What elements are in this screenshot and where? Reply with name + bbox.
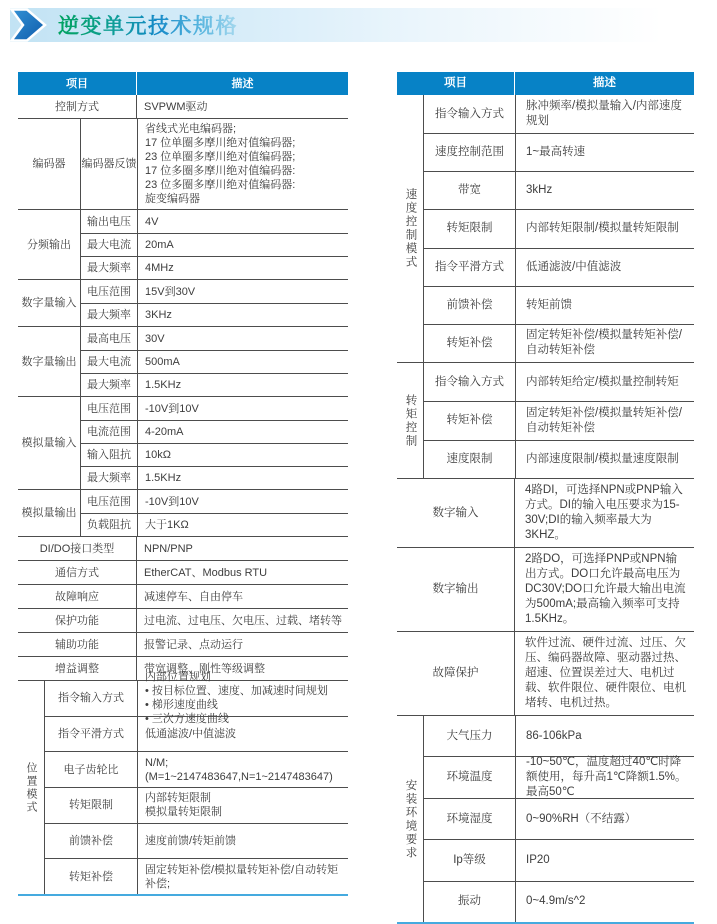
row-description [137, 859, 348, 894]
description-line: 大于1KΩ [145, 519, 189, 531]
section-rows [18, 585, 348, 608]
row-label: 振动 [458, 895, 481, 908]
table-row [81, 256, 348, 279]
table-row [81, 233, 348, 256]
row-label: 前馈补偿 [446, 298, 493, 311]
description-line: 1.5KHz [145, 472, 182, 484]
table-row [424, 716, 694, 756]
description-line: 自动转矩补偿 [526, 344, 595, 357]
description-line: 4路DI，可选择NPN或PNP输入方式。DI的输入电压要求为15-30V;DI的输入频率最大为3KHZ。 [525, 484, 683, 541]
table-row [81, 443, 348, 466]
row-label: 输入阻抗 [87, 449, 131, 461]
description-line: 速度前馈/转矩前馈 [145, 835, 237, 848]
row-label: 环境温度 [446, 771, 493, 784]
row-label: 数字输入 [432, 506, 479, 519]
row-label: 数字输出 [432, 583, 479, 595]
row-label: 控制方式 [55, 100, 99, 113]
group-label [397, 363, 423, 478]
row-description [515, 363, 694, 401]
group-label [18, 210, 80, 279]
row-description [137, 280, 348, 303]
row-description [515, 882, 694, 922]
row-description [515, 716, 694, 756]
description-line: 17 位单圈多摩川绝对值编码器; [145, 137, 296, 149]
row-description [137, 671, 348, 726]
row-label: 速度控制范围 [435, 146, 504, 159]
row-label: 电子齿轮比 [63, 763, 119, 776]
table-row [45, 858, 348, 894]
row-label: 通信方式 [55, 566, 99, 579]
description-line: 内部转矩给定/模拟量控制转矩 [526, 375, 679, 388]
row-label: 编码器反馈 [81, 158, 137, 170]
table-row [81, 397, 348, 420]
section-rows [18, 561, 348, 584]
table-row [45, 671, 348, 726]
description-line: 4MHz [145, 262, 174, 274]
group-label [18, 327, 80, 396]
group-label [18, 397, 80, 489]
row-label: 转矩限制 [446, 222, 493, 235]
section-rows [44, 671, 348, 894]
row-label: 指令输入方式 [58, 692, 124, 705]
spec-tables [18, 72, 717, 924]
row-label: 增益调整 [55, 662, 99, 675]
row-description [137, 717, 348, 752]
column-header-description: 描述 [514, 72, 694, 95]
description-line: 500mA [145, 356, 180, 368]
description-line: 86-106kPa [526, 729, 582, 742]
description-line: 1~最高转速 [526, 146, 586, 159]
description-line: 内部速度限制/模拟量速度限制 [526, 452, 679, 465]
row-description [137, 752, 348, 787]
group-label [18, 119, 80, 209]
table-row [424, 133, 694, 171]
description-line: • 按目标位置、速度、加减速时间规划 [145, 685, 328, 698]
table-section [18, 396, 348, 489]
table-section [397, 478, 694, 547]
description-line: 2路DO，可选择PNP或NPN输出方式。DO口允许最高电压为DC30V;DO口允许最大输出电流为500mA;最高输入频率可支持1.5KHz。 [525, 553, 686, 625]
row-description [137, 374, 348, 396]
row-description [515, 799, 694, 839]
table-section [18, 632, 348, 656]
row-label: 最大频率 [87, 379, 131, 391]
table-row [81, 373, 348, 396]
section-rows [18, 633, 348, 656]
table-row [18, 609, 348, 632]
row-label: 最大频率 [87, 309, 131, 321]
table-row [81, 420, 348, 443]
section-rows [80, 397, 348, 489]
row-description [514, 479, 694, 547]
table-row [18, 95, 348, 118]
column-header-item: 项目 [444, 77, 467, 89]
row-label: 转矩补偿 [446, 336, 493, 349]
row-description [515, 287, 694, 324]
table-row [81, 513, 348, 536]
row-description [515, 249, 694, 286]
row-label: 最大频率 [87, 472, 131, 484]
description-line: 1.5KHz [145, 379, 182, 391]
row-description [136, 537, 348, 560]
row-description [137, 444, 348, 466]
section-rows [18, 537, 348, 560]
description-line: 省线式光电编码器; [145, 123, 237, 135]
table-section [18, 536, 348, 560]
table-section [397, 631, 694, 715]
row-description [137, 304, 348, 326]
section-rows [18, 95, 348, 118]
table-row [397, 479, 694, 547]
row-description [515, 172, 694, 209]
description-line: 内部转矩限制 [145, 792, 211, 805]
section-rows [18, 609, 348, 632]
table-section [18, 584, 348, 608]
table-row [424, 839, 694, 880]
table-section [18, 279, 348, 326]
table-row [397, 632, 694, 715]
table-row [18, 561, 348, 584]
table-row [18, 633, 348, 656]
table-section [397, 547, 694, 631]
row-description [515, 325, 694, 362]
table-section [397, 715, 694, 922]
table-row [18, 537, 348, 560]
description-line: 固定转矩补偿/模拟量转矩补偿/ [526, 329, 682, 342]
description-line: NPN/PNP [144, 542, 193, 555]
description-line: 固定转矩补偿/模拟量转矩补偿/自动转矩补偿; [145, 863, 339, 890]
row-label: 指令输入方式 [435, 107, 504, 120]
description-line: 15V到30V [145, 285, 196, 298]
table-row [81, 466, 348, 489]
group-label-text: 位置模式 [25, 761, 37, 814]
chevron-right-icon [10, 8, 50, 42]
section-rows [423, 363, 694, 478]
group-label [18, 280, 80, 326]
group-label-text: 转矩控制 [404, 393, 417, 448]
section-rows [423, 95, 694, 362]
table-row [424, 171, 694, 209]
row-label: 指令平滑方式 [58, 728, 124, 740]
row-label: 转矩补偿 [69, 870, 113, 883]
table-section [18, 209, 348, 279]
row-label: 辅助功能 [55, 638, 99, 651]
row-description [515, 95, 694, 133]
group-label [18, 681, 44, 894]
row-description [137, 234, 348, 256]
row-label: 最高电压 [87, 332, 131, 345]
row-label: 故障响应 [55, 590, 99, 603]
row-description [137, 210, 348, 233]
group-label-text: 数字量输出 [21, 355, 77, 368]
row-description [137, 824, 348, 859]
section-rows [397, 548, 694, 631]
row-description [137, 351, 348, 373]
row-label: 最大频率 [87, 262, 131, 274]
row-description [515, 210, 694, 247]
description-line: 带宽调整、刚性等级调整 [144, 662, 265, 675]
page-title: 逆变单元技术规格 [58, 10, 238, 40]
row-label: 电压范围 [87, 285, 131, 298]
section-rows [397, 632, 694, 715]
row-description [515, 840, 694, 880]
table-row [81, 280, 348, 303]
row-description [136, 585, 348, 608]
row-label: DI/DO接口类型 [39, 542, 115, 555]
spec-table-right [397, 72, 694, 924]
table-row [424, 798, 694, 839]
description-line: 过电流、过电压、欠电压、过载、堵转等 [144, 614, 342, 627]
table-section [18, 489, 348, 536]
table-row [81, 327, 348, 350]
description-line: -10~50℃，温度超过40℃时降额使用，每升高1℃降额1.5%。最高50℃ [526, 756, 687, 799]
row-label: 速度限制 [446, 452, 493, 465]
row-label: Ip等级 [453, 853, 486, 866]
table-row [424, 363, 694, 401]
table-row [424, 324, 694, 362]
group-label-text: 模拟量输入 [21, 437, 77, 449]
table-header-row [18, 72, 348, 95]
row-label: 电流范围 [87, 426, 131, 438]
row-description [136, 561, 348, 584]
spec-table-left [18, 72, 348, 896]
row-label: 故障保护 [432, 667, 479, 679]
description-line: 内部转矩限制/模拟量转矩限制 [526, 222, 679, 235]
table-row [81, 303, 348, 326]
section-rows [80, 327, 348, 396]
table-row [424, 756, 694, 797]
table-row [424, 440, 694, 479]
row-description [137, 490, 348, 513]
table-row [424, 401, 694, 440]
row-label: 转矩限制 [69, 799, 113, 812]
table-row [45, 751, 348, 787]
row-description [137, 119, 348, 209]
description-line: 模拟量转矩限制 [145, 806, 222, 819]
description-line: 23 位单圈多摩川绝对值编码器; [145, 151, 296, 163]
description-line: 软件过流、硬件过流、过压、欠压、编码器故障、驱动器过热、超速、位置误差过大、电机过载、软件限位、硬件限位、电机堵转、电机过热。 [525, 637, 686, 709]
table-section [18, 95, 348, 118]
description-line: 报警记录、点动运行 [144, 638, 243, 651]
row-description [514, 548, 694, 631]
table-row [45, 716, 348, 752]
row-label: 输出电压 [87, 215, 131, 228]
group-label-text: 编码器 [32, 158, 66, 170]
row-description [136, 95, 348, 118]
description-line: 0~4.9m/s^2 [526, 895, 586, 908]
row-label: 负载阻抗 [87, 519, 131, 531]
row-label: 电压范围 [87, 495, 131, 508]
description-line: -10V到10V [145, 402, 199, 415]
description-line: -10V到10V [145, 495, 199, 508]
group-label-text: 安装环境要求 [404, 778, 417, 860]
row-description [137, 788, 348, 823]
table-row [18, 585, 348, 608]
table-row [397, 548, 694, 631]
table-row [81, 490, 348, 513]
description-line: 3KHz [145, 309, 172, 321]
table-section [18, 671, 348, 894]
description-line: 低通滤波/中值滤波 [526, 260, 622, 273]
group-label-text: 分频输出 [27, 238, 71, 251]
group-label-text: 模拟量输出 [21, 507, 77, 519]
table-section [18, 560, 348, 584]
row-description [137, 421, 348, 443]
table-row [424, 209, 694, 247]
table-section [397, 95, 694, 362]
table-row [45, 823, 348, 859]
description-line: 自动转矩补偿 [526, 421, 595, 434]
description-line: • 三次方速度曲线 [145, 713, 229, 726]
description-line: 17 位多圈多摩川绝对值编码器: [145, 165, 296, 177]
description-line: 转矩前馈 [526, 298, 572, 311]
description-line: 23 位多圈多摩川绝对值编码器: [145, 179, 296, 191]
description-line: 4-20mA [145, 426, 184, 438]
row-description [515, 134, 694, 171]
description-line: 低通滤波/中值滤波 [145, 728, 237, 740]
description-line: • 梯形速度曲线 [145, 699, 218, 712]
group-label-text: 速度控制模式 [404, 188, 417, 269]
row-description [137, 467, 348, 489]
row-label: 环境湿度 [446, 812, 493, 825]
description-line: 4V [145, 215, 159, 228]
description-line: 旋变编码器 [145, 193, 200, 205]
table-header-row [397, 72, 694, 95]
row-label: 保护功能 [55, 614, 99, 627]
description-line: 30V [145, 332, 165, 345]
table-row [424, 95, 694, 133]
table-row [81, 210, 348, 233]
row-description [136, 633, 348, 656]
description-line: 10kΩ [145, 449, 171, 461]
table-section [397, 362, 694, 478]
group-label [18, 490, 80, 536]
description-line: IP20 [526, 853, 550, 866]
description-line: 内部位置规划 [145, 671, 211, 684]
section-rows [80, 119, 348, 209]
row-label: 电压范围 [87, 402, 131, 415]
row-description [137, 257, 348, 279]
row-label: 前馈补偿 [69, 835, 113, 848]
table-section [18, 608, 348, 632]
row-description [136, 609, 348, 632]
table-row [81, 119, 348, 209]
group-label [397, 95, 423, 362]
row-label: 带宽 [458, 184, 481, 197]
row-label: 最大电流 [87, 239, 131, 251]
row-description [137, 397, 348, 420]
row-description [514, 632, 694, 715]
group-label-text: 数字量输入 [21, 297, 77, 309]
description-line: N/M;(M=1~2147483647,N=1~2147483647) [145, 756, 333, 783]
table-section [18, 326, 348, 396]
table-row [45, 787, 348, 823]
row-description [137, 327, 348, 350]
description-line: 0~90%RH（不结露） [526, 812, 637, 825]
table-row [424, 248, 694, 286]
table-row [424, 881, 694, 922]
section-rows [423, 716, 694, 922]
title-banner [10, 8, 690, 42]
description-line: 3kHz [526, 184, 553, 197]
row-label: 大气压力 [446, 729, 493, 742]
section-rows [80, 280, 348, 326]
description-line: 20mA [145, 239, 174, 251]
row-description [515, 441, 694, 479]
table-row [81, 350, 348, 373]
description-line: 固定转矩补偿/模拟量转矩补偿/ [526, 406, 682, 419]
group-label [397, 716, 423, 922]
section-rows [397, 479, 694, 547]
table-row [424, 286, 694, 324]
row-label: 指令平滑方式 [435, 260, 504, 273]
column-header-item: 项目 [66, 77, 88, 90]
section-rows [80, 210, 348, 279]
description-line: 脉冲频率/模拟量输入/内部速度规划 [526, 100, 682, 127]
row-label: 指令输入方式 [435, 375, 504, 388]
table-section [18, 118, 348, 209]
section-rows [80, 490, 348, 536]
row-description [515, 402, 694, 440]
row-description [137, 514, 348, 536]
row-label: 转矩补偿 [446, 414, 493, 427]
row-label: 最大电流 [87, 356, 131, 368]
description-line: EtherCAT、Modbus RTU [144, 566, 268, 579]
description-line: SVPWM驱动 [144, 100, 208, 113]
row-description [515, 757, 694, 797]
description-line: 减速停车、自由停车 [144, 590, 243, 603]
column-header-description: 描述 [136, 72, 348, 95]
